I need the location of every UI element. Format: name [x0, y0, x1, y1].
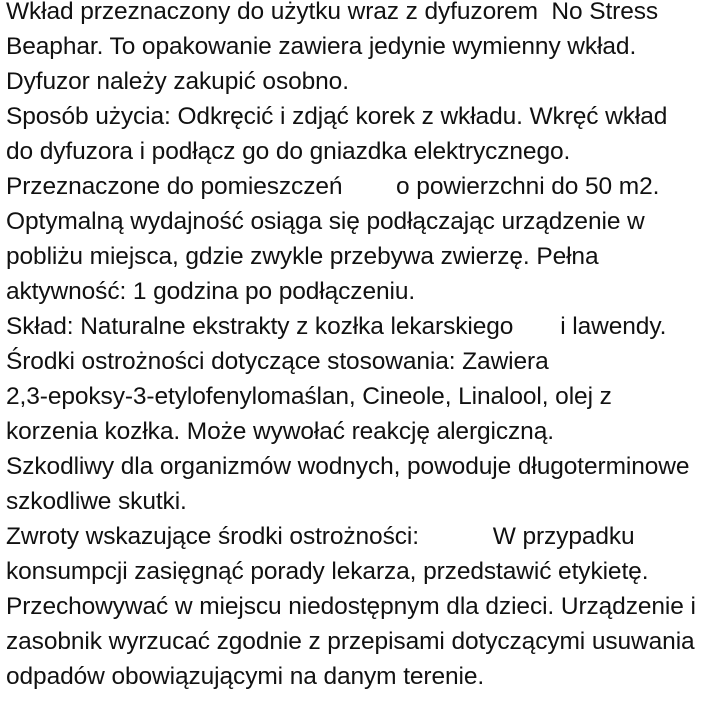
text-line: do dyfuzora i podłącz go do gniazdka elektrycznego.: [6, 138, 571, 165]
text-line: Wkład przeznaczony do użytku wraz z dyfuzorem No Stress: [6, 0, 659, 25]
text-line: Dyfuzor należy zakupić osobno.: [6, 68, 349, 95]
text-line: 2,3-epoksy-3-etylofenylomaślan, Cineole, Linalool, olej z: [6, 383, 612, 410]
text-line: pobliżu miejsca, gdzie zwykle przebywa zwierzę. Pełna: [6, 243, 599, 270]
text-line: odpadów obowiązującymi na danym terenie.: [6, 663, 485, 690]
text-line: zasobnik wyrzucać zgodnie z przepisami dotyczącymi usuwania: [6, 628, 695, 655]
text-line: konsumpcji zasięgnąć porady lekarza, przedstawić etykietę.: [6, 558, 649, 585]
text-line: szkodliwe skutki.: [6, 488, 187, 515]
text-line: Optymalną wydajność osiąga się podłączając urządzenie w: [6, 208, 645, 235]
text-line: Szkodliwy dla organizmów wodnych, powoduje długoterminowe: [6, 453, 690, 480]
text-line: Zwroty wskazujące środki ostrożności: W przypadku: [6, 523, 635, 550]
text-line: Przeznaczone do pomieszczeń o powierzchni do 50 m2.: [6, 173, 660, 200]
text-line: Przechowywać w miejscu niedostępnym dla dzieci. Urządzenie i: [6, 593, 696, 620]
text-line: korzenia kozłka. Może wywołać reakcję alergiczną.: [6, 418, 554, 445]
text-line: aktywność: 1 godzina po podłączeniu.: [6, 278, 416, 305]
text-line: Beaphar. To opakowanie zawiera jedynie wymienny wkład.: [6, 33, 637, 60]
text-line: Sposób użycia: Odkręcić i zdjąć korek z wkładu. Wkręć wkład: [6, 103, 668, 130]
text-line: Środki ostrożności dotyczące stosowania: Zawiera: [6, 348, 549, 375]
text-line: Skład: Naturalne ekstrakty z kozłka lekarskiego i lawendy.: [6, 313, 667, 340]
